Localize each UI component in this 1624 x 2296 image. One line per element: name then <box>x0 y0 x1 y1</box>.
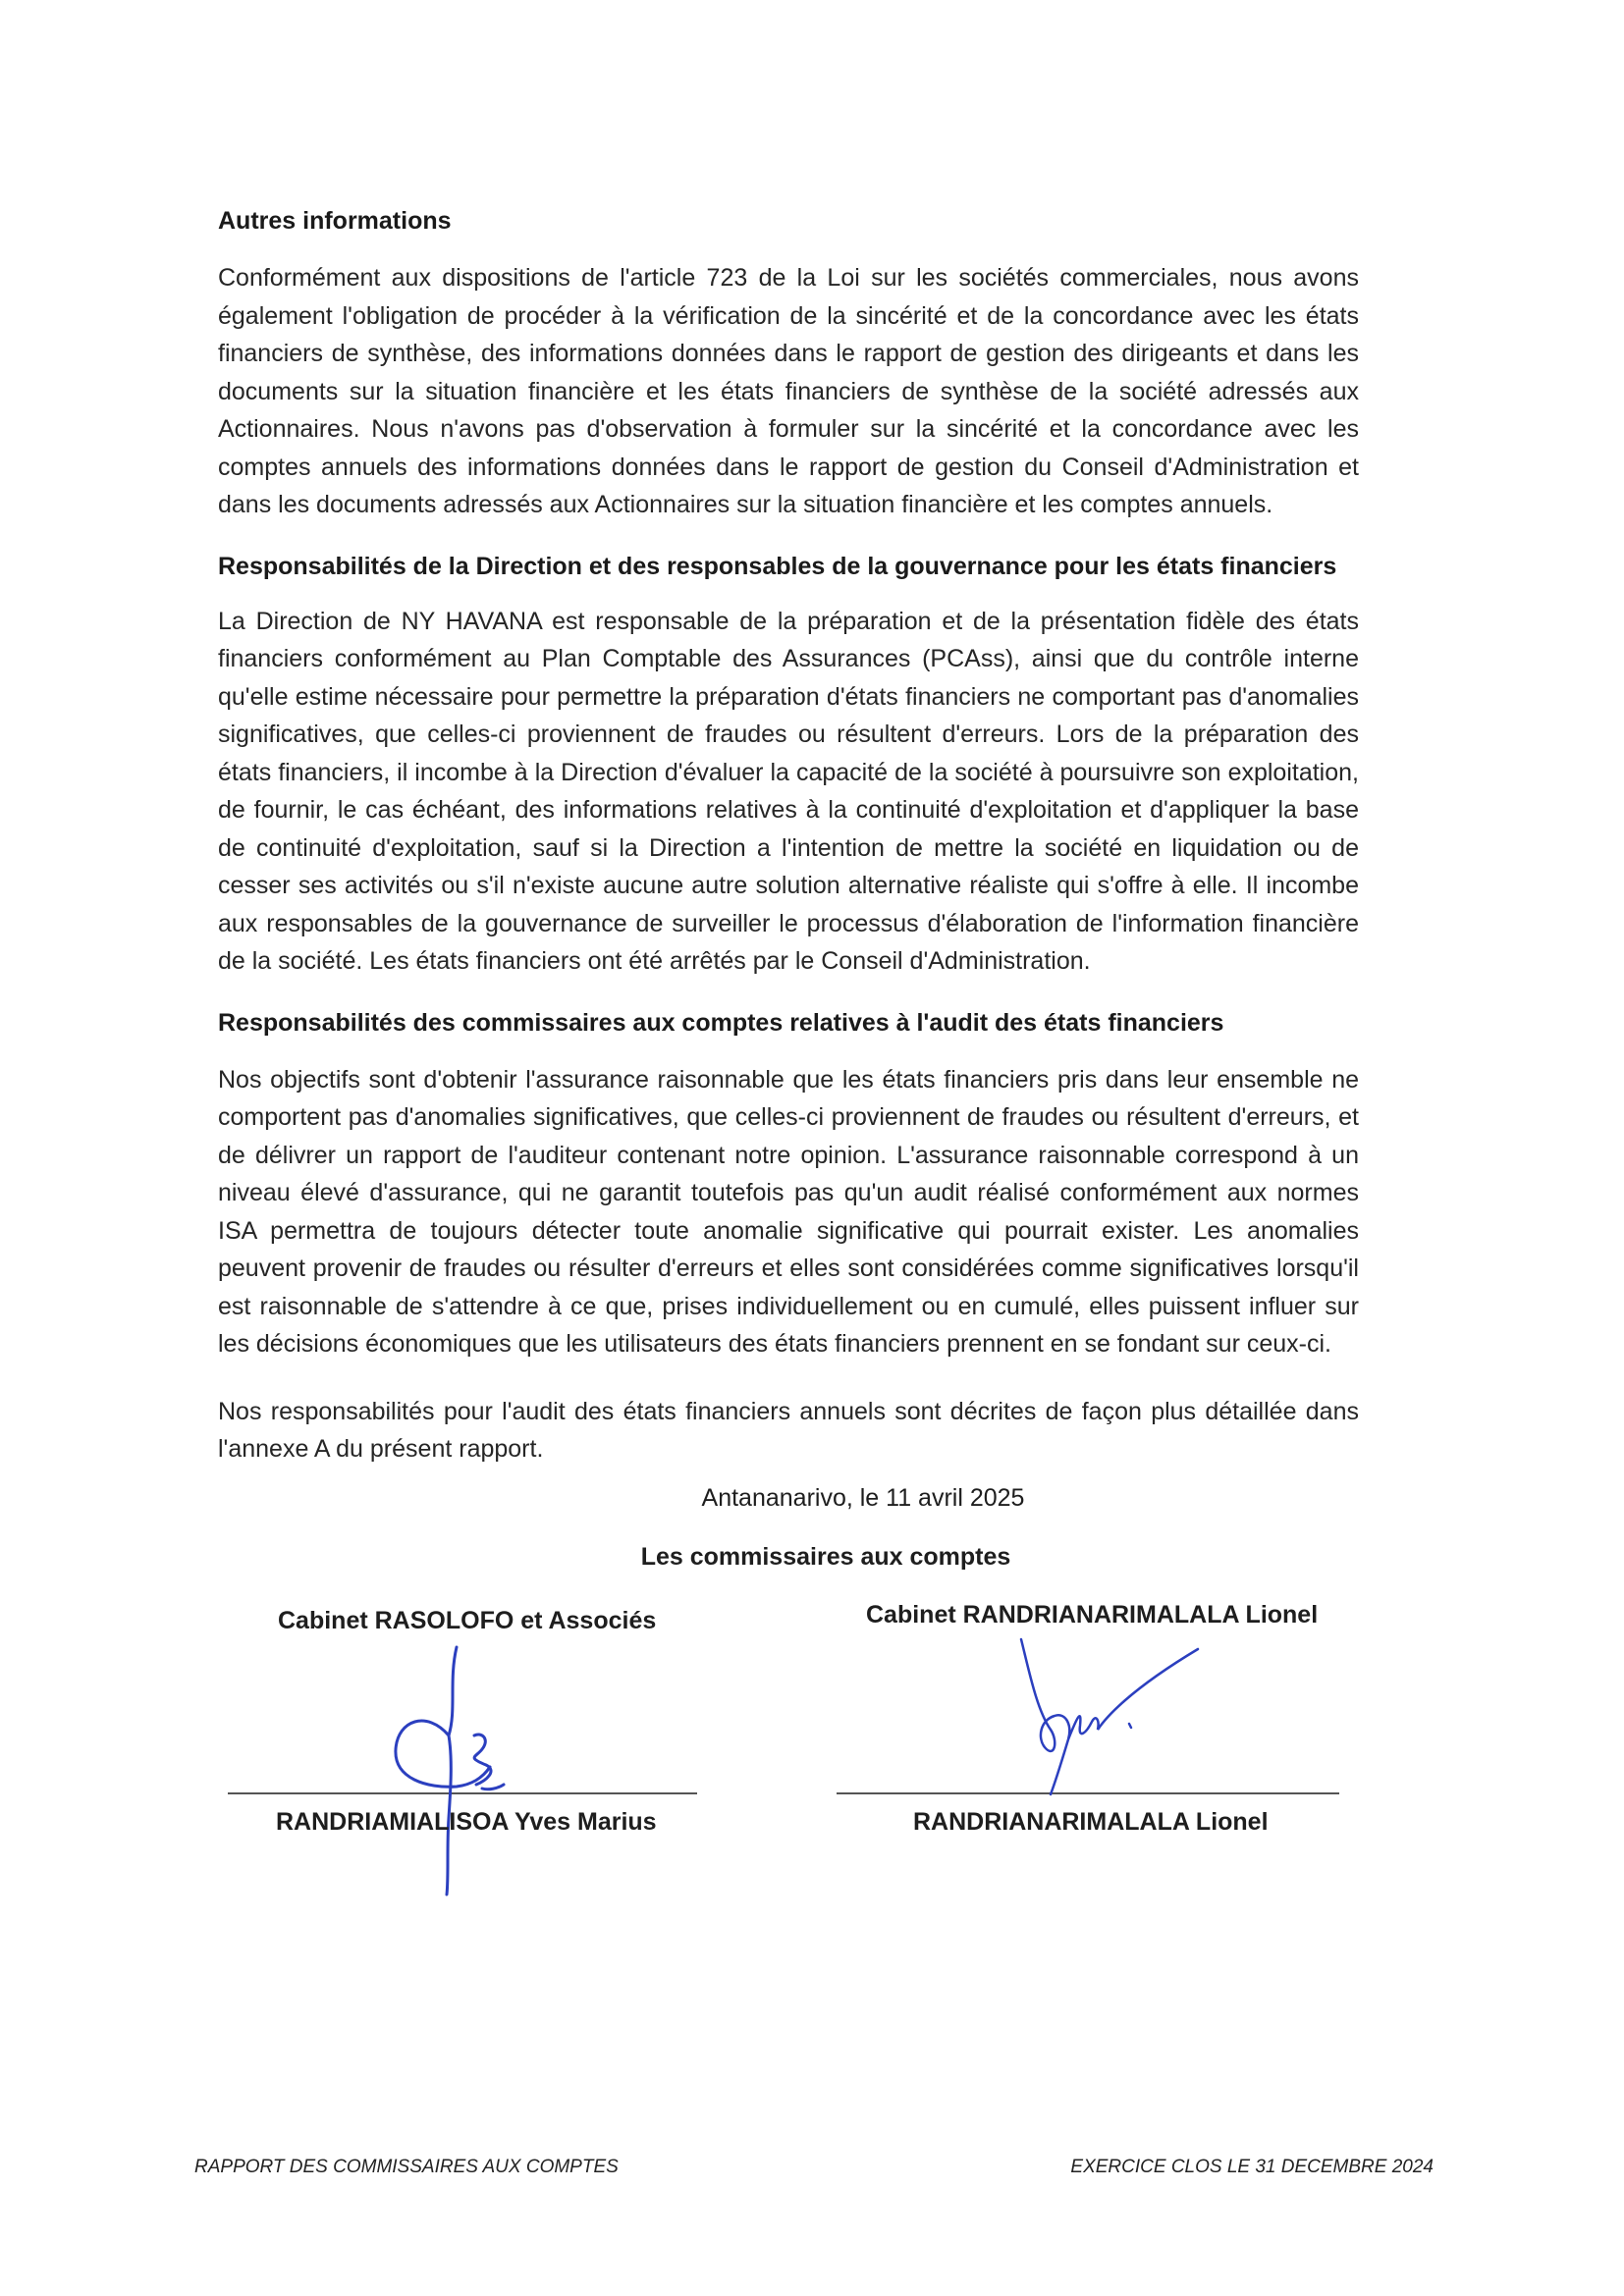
paragraph-management-responsibilities: La Direction de NY HAVANA est responsable de la préparation et de la présentation fidèle des états financiers conformément au Plan Comptable des Assurances (PCAss), ainsi que du contrôle interne qu'elle estime nécessaire pour permettre la préparation d'états financiers ne comportant pas d'anomalies significatives, que celles-ci proviennent de fraudes ou résultent d'erreurs. Lors de la préparation des états financiers, il incombe à la Direction d'évaluer la capacité de la société à poursuivre son exploitation, de fournir, le cas échéant, des informations relatives à la continuité d'exploitation et d'appliquer la base de continuité d'exploitation, sauf si la Direction a l'intention de mettre la société en liquidation ou de cesser ses activités ou s'il n'existe aucune autre solution alternative réaliste qui s'offre à elle. Il incombe aux responsables de la gouvernance de surveiller le processus d'élaboration de l'information financière de la société. Les états financiers ont été arrêtés par le Conseil d'Administration. <box>218 607 1359 975</box>
report-body <box>218 204 1359 1468</box>
firm-name-right: Cabinet RANDRIANARIMALALA Lionel <box>866 1601 1319 1629</box>
signer-name-left: RANDRIAMIALISOA Yves Marius <box>276 1808 657 1836</box>
section-heading-other-information: Autres informations <box>218 207 452 235</box>
paragraph-auditor-objectives: Nos objectifs sont d'obtenir l'assurance raisonnable que les états financiers pris dans leur ensemble ne comportent pas d'anomalies significatives, que celles-ci proviennent de fraudes ou résultent d'erreurs, et de délivrer un rapport de l'auditeur contenant notre opinion. L'assurance raisonnable correspond à un niveau élevé d'assurance, qui ne garantit toutefois pas qu'un audit réalisé conformément aux normes ISA permettra de toujours détecter toute anomalie significative qui pourrait exister. Les anomalies peuvent provenir de fraudes ou résulter d'erreurs et elles sont considérées comme significatives lorsqu'il est raisonnable de s'attendre à ce que, prises individuellement ou en cumulé, elles puissent influer sur les décisions économiques que les utilisateurs des états financiers prennent en se fondant sur ceux-ci. <box>218 1065 1359 1358</box>
handwritten-signature-left <box>388 1641 545 1896</box>
firm-name-left: Cabinet RASOLOFO et Associés <box>278 1607 657 1634</box>
handwritten-signature-right <box>1011 1631 1208 1798</box>
footer-report-title: RAPPORT DES COMMISSAIRES AUX COMPTES <box>194 2157 619 2177</box>
signer-name-right: RANDRIANARIMALALA Lionel <box>913 1808 1269 1836</box>
auditors-title: Les commissaires aux comptes <box>640 1543 1011 1571</box>
place-and-date: Antananarivo, le 11 avril 2025 <box>701 1484 1025 1512</box>
section-heading-management-responsibilities: Responsabilités de la Direction et des responsables de la gouvernance pour les états financiers <box>218 552 1337 580</box>
paragraph-other-information: Conformément aux dispositions de l'article 723 de la Loi sur les sociétés commerciales, nous avons également l'obligation de procéder à la vérification de la sincérité et de la concordance avec les états financiers de synthèse, des informations données dans le rapport de gestion des dirigeants et dans les documents sur la situation financière et les états financiers de synthèse de la société adressés aux Actionnaires. Nous n'avons pas d'observation à formuler sur la sincérité et la concordance avec les comptes annuels des informations données dans le rapport de gestion du Conseil d'Administration et dans les documents adressés aux Actionnaires sur la situation financière et les comptes annuels. <box>218 264 1359 518</box>
paragraph-annex-reference: Nos responsabilités pour l'audit des états financiers annuels sont décrites de façon plus détaillée dans l'annexe A du présent rapport. <box>218 1397 1359 1463</box>
footer-fiscal-year: EXERCICE CLOS LE 31 DECEMBRE 2024 <box>1070 2157 1434 2177</box>
section-heading-auditor-responsibilities: Responsabilités des commissaires aux comptes relatives à l'audit des états financiers <box>218 1008 1224 1037</box>
